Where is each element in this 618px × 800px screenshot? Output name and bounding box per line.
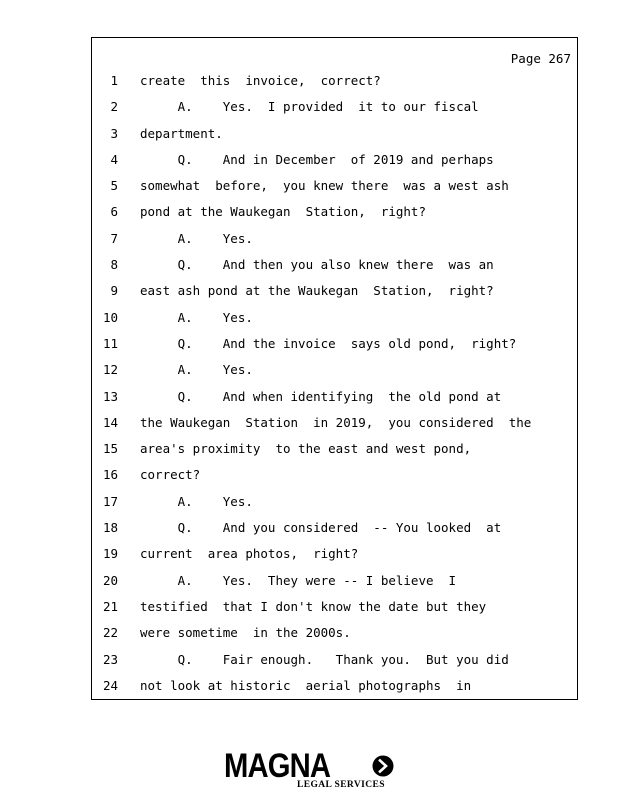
line-text: Q. And the invoice says old pond, right? — [140, 335, 517, 351]
line-text: were sometime in the 2000s. — [140, 625, 351, 641]
page-number: Page 267 — [510, 51, 571, 66]
line-text: somewhat before, you knew there was a west ash — [140, 178, 509, 194]
transcript-line — [92, 515, 577, 541]
transcript-line — [92, 199, 577, 225]
line-text: Q. And you considered -- You looked at — [140, 520, 502, 536]
line-number: 13 — [102, 388, 118, 404]
line-number: 5 — [110, 178, 118, 194]
transcript-line — [92, 147, 577, 173]
transcript-line — [92, 94, 577, 120]
transcript-line — [92, 305, 577, 331]
transcript-page — [91, 37, 578, 700]
line-number: 4 — [110, 151, 118, 167]
transcript-line — [92, 331, 577, 357]
line-number: 23 — [102, 651, 118, 667]
transcript-line — [92, 252, 577, 278]
line-text: Q. And in December of 2019 and perhaps — [140, 151, 494, 167]
line-number: 6 — [110, 204, 118, 220]
magna-logo — [224, 746, 394, 792]
transcript-line — [92, 121, 577, 147]
line-text: A. Yes. — [140, 493, 253, 509]
transcript-line — [92, 357, 577, 383]
line-text: A. Yes. They were -- I believe I — [140, 572, 457, 588]
line-text: the Waukegan Station in 2019, you considered the — [140, 414, 532, 430]
line-text: area's proximity to the east and west pond, — [140, 441, 472, 457]
line-number: 16 — [102, 467, 118, 483]
arrow-circle-icon — [372, 755, 394, 777]
line-number: 10 — [102, 309, 118, 325]
line-text: Q. And then you also knew there was an — [140, 257, 494, 273]
line-number: 17 — [102, 493, 118, 509]
line-number: 14 — [102, 414, 118, 430]
logo-subtitle: LEGAL SERVICES — [297, 780, 385, 790]
transcript-line — [92, 620, 577, 646]
line-text: Q. Fair enough. Thank you. But you did — [140, 651, 509, 667]
transcript-line — [92, 489, 577, 515]
line-number: 1 — [110, 73, 118, 88]
line-number: 15 — [102, 441, 118, 457]
line-text: not look at historic aerial photographs in — [140, 677, 472, 693]
line-text: A. Yes. I provided it to our fiscal — [140, 99, 479, 115]
line-text: create this invoice, correct? — [140, 73, 381, 88]
line-text: current area photos, right? — [140, 546, 359, 562]
line-number: 2 — [110, 99, 118, 115]
transcript-line — [92, 436, 577, 462]
transcript-line — [92, 568, 577, 594]
line-number: 20 — [102, 572, 118, 588]
line-text: correct? — [140, 467, 201, 483]
line-text: department. — [140, 125, 223, 141]
line-number: 24 — [102, 677, 118, 693]
line-text: Q. And when identifying the old pond at — [140, 388, 502, 404]
line-text: east ash pond at the Waukegan Station, right? — [140, 283, 494, 299]
transcript-line — [92, 226, 577, 252]
transcript-line — [92, 673, 577, 699]
line-number: 8 — [110, 257, 118, 273]
logo-wordmark: MAGNA — [224, 747, 331, 785]
line-number: 3 — [110, 125, 118, 141]
line-number: 21 — [102, 598, 118, 614]
line-number: 18 — [102, 520, 118, 536]
line-text: pond at the Waukegan Station, right? — [140, 204, 426, 220]
line-text: A. Yes. — [140, 230, 253, 246]
transcript-line — [92, 647, 577, 673]
line-number: 11 — [102, 335, 118, 351]
line-number: 9 — [110, 283, 118, 299]
transcript-line — [92, 462, 577, 488]
transcript-line — [92, 594, 577, 620]
transcript-line — [92, 541, 577, 567]
transcript-line — [92, 68, 577, 94]
line-number: 12 — [102, 362, 118, 378]
transcript-line — [92, 278, 577, 304]
line-text: A. Yes. — [140, 309, 253, 325]
line-text: A. Yes. — [140, 362, 253, 378]
line-text: testified that I don't know the date but they — [140, 598, 487, 614]
transcript-lines — [92, 68, 577, 699]
transcript-line — [92, 173, 577, 199]
transcript-line — [92, 384, 577, 410]
line-number: 22 — [102, 625, 118, 641]
line-number: 7 — [110, 230, 118, 246]
transcript-line — [92, 410, 577, 436]
line-number: 19 — [102, 546, 118, 562]
